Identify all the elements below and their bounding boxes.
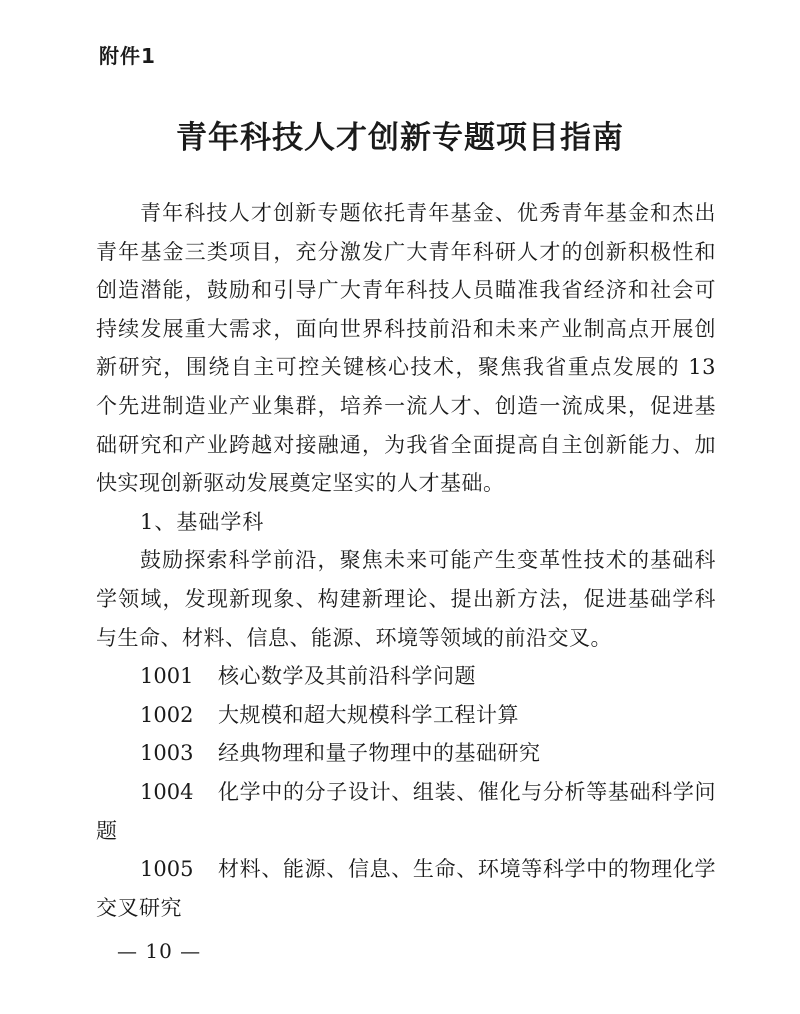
document-body [96,194,716,927]
item-text: 核心数学及其前沿科学问题 [218,664,476,689]
paragraph-line: 快实现创新驱动发展奠定坚实的人才基础。 [96,471,505,496]
paragraph-line: 个先进制造业产业集群，培养一流人才、创造一流成果，促进基 [96,393,716,418]
paragraph-line: 持续发展重大需求，面向世界科技前沿和未来产业制高点开展创 [96,316,716,341]
section-heading: 1、基础学科 [140,509,265,534]
paragraph-line: 青年基金三类项目，充分激发广大青年科研人才的创新积极性和 [96,239,716,264]
attachment-label: 附件1 [99,44,156,68]
item-list [96,657,716,927]
item-code: 1002 [140,702,194,727]
paragraph-line: 础研究和产业跨越对接融通，为我省全面提高自主创新能力、加 [96,432,716,457]
list-item [96,657,716,696]
paragraph-line: 与生命、材料、信息、能源、环境等领域的前沿交叉。 [96,625,612,650]
item-text-continuation: 题 [96,818,118,843]
paragraph-line: 新研究，围绕自主可控关键核心技术，聚焦我省重点发展的 13 [96,355,716,380]
page-title: 青年科技人才创新专题项目指南 [176,120,624,156]
item-text: 材料、能源、信息、生命、环境等科学中的物理化学 [218,857,716,882]
paragraph-line: 创造潜能，鼓励和引导广大青年科技人员瞄准我省经济和社会可 [96,278,716,303]
page-number: — 10 — [117,939,202,963]
item-code: 1003 [140,741,194,766]
list-item [96,696,716,735]
item-text-continuation: 交叉研究 [96,895,182,920]
list-item [96,850,716,927]
item-text: 经典物理和量子物理中的基础研究 [218,741,541,766]
item-code: 1001 [140,664,194,689]
item-code: 1004 [140,779,194,804]
intro-paragraph [96,194,716,503]
item-text: 大规模和超大规模科学工程计算 [218,702,519,727]
list-item [96,773,716,850]
section-description [96,541,716,657]
paragraph-line: 青年科技人才创新专题依托青年基金、优秀青年基金和杰出 [140,201,716,225]
paragraph-line: 学领域，发现新现象、构建新理论、提出新方法，促进基础学科 [96,586,716,611]
list-item [96,734,716,773]
paragraph-line: 鼓励探索科学前沿，聚焦未来可能产生变革性技术的基础科 [140,548,716,573]
item-text: 化学中的分子设计、组装、催化与分析等基础科学问 [218,779,716,804]
item-code: 1005 [140,857,194,882]
